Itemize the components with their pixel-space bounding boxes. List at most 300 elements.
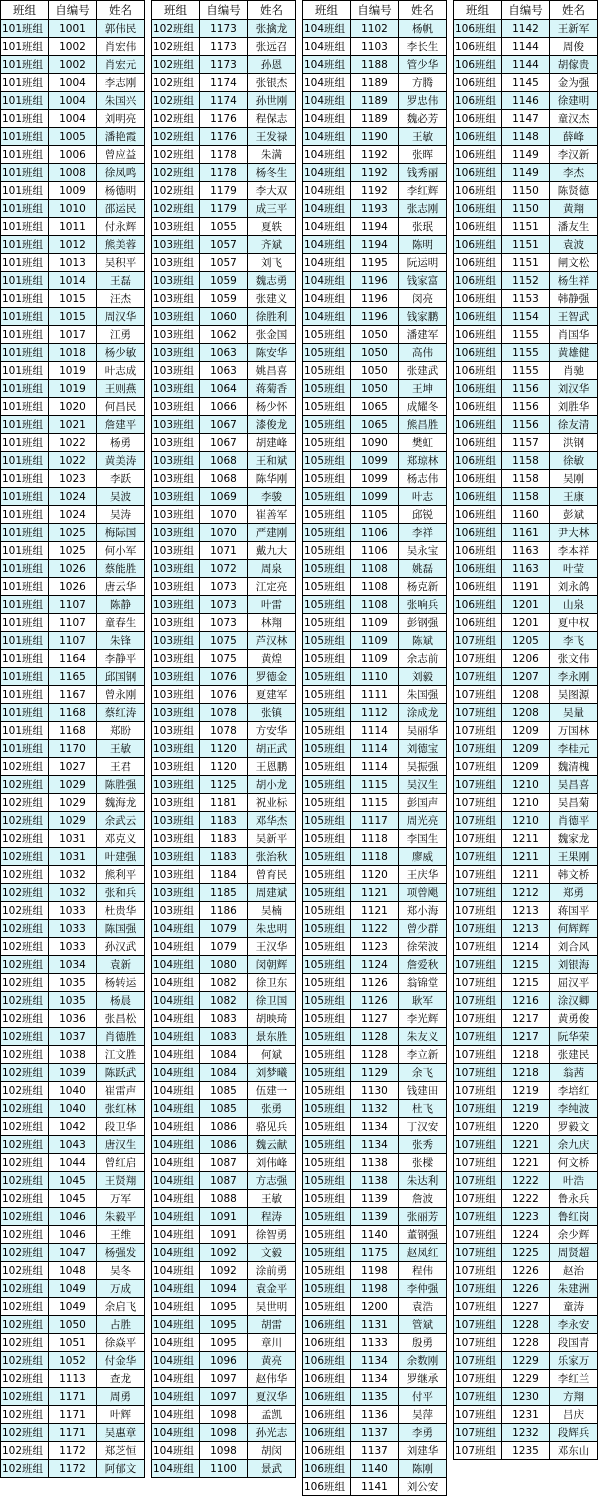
name-cell: 付金华 [97, 1352, 145, 1370]
table-row [1, 290, 145, 308]
name-cell: 王汉华 [248, 938, 296, 956]
name-cell: 李纯波 [550, 1100, 598, 1118]
group-cell: 103班组 [152, 668, 200, 686]
header-row [152, 1, 296, 20]
table-row [303, 1262, 447, 1280]
name-cell: 蒋菊香 [248, 380, 296, 398]
group-cell: 106班组 [454, 290, 502, 308]
id-cell: 1221 [502, 1154, 550, 1172]
name-cell: 钱家富 [399, 272, 447, 290]
group-cell: 101班组 [1, 740, 49, 758]
name-cell: 吴惠章 [97, 1424, 145, 1442]
id-cell: 1001 [49, 20, 97, 38]
name-cell: 袁波 [550, 236, 598, 254]
name-cell: 万军 [97, 1190, 145, 1208]
name-cell: 伍建一 [248, 1082, 296, 1100]
table-row [454, 488, 598, 506]
group-cell: 105班组 [303, 686, 351, 704]
name-cell: 李骏 [248, 488, 296, 506]
id-cell: 1099 [351, 488, 399, 506]
id-cell: 1106 [351, 542, 399, 560]
id-cell: 1035 [49, 974, 97, 992]
group-cell: 104班组 [152, 1226, 200, 1244]
group-cell: 101班组 [1, 308, 49, 326]
group-cell: 101班组 [1, 164, 49, 182]
name-cell: 徐凤鸣 [97, 164, 145, 182]
table-row [303, 1136, 447, 1154]
group-cell: 105班组 [303, 344, 351, 362]
id-cell: 1223 [502, 1208, 550, 1226]
name-cell: 董钢强 [399, 1226, 447, 1244]
group-cell: 105班组 [303, 722, 351, 740]
name-cell: 周勇 [97, 1388, 145, 1406]
id-cell: 1210 [502, 776, 550, 794]
name-cell: 余启飞 [97, 1298, 145, 1316]
name-cell: 徐智勇 [248, 1226, 296, 1244]
group-cell: 101班组 [1, 452, 49, 470]
group-cell: 104班组 [152, 1028, 200, 1046]
table-row [454, 1190, 598, 1208]
name-cell: 吴丽华 [399, 722, 447, 740]
name-cell: 朱友义 [399, 1028, 447, 1046]
id-cell: 1002 [49, 38, 97, 56]
name-cell: 吴涛 [97, 506, 145, 524]
table-row [152, 812, 296, 830]
id-cell: 1045 [49, 1172, 97, 1190]
table-row [454, 1442, 598, 1460]
id-cell: 1038 [49, 1046, 97, 1064]
group-cell: 104班组 [303, 272, 351, 290]
table-row [454, 290, 598, 308]
table-row [454, 632, 598, 650]
id-cell: 1083 [200, 1010, 248, 1028]
name-cell: 张勇 [248, 1100, 296, 1118]
id-cell: 1039 [49, 1064, 97, 1082]
group-cell: 102班组 [152, 146, 200, 164]
table-row [152, 830, 296, 848]
group-cell: 106班组 [454, 488, 502, 506]
name-cell: 张响兵 [399, 596, 447, 614]
group-cell: 101班组 [1, 488, 49, 506]
id-cell: 1080 [200, 956, 248, 974]
table-row [454, 1082, 598, 1100]
group-cell: 103班组 [152, 290, 200, 308]
id-cell: 1134 [351, 1136, 399, 1154]
id-cell: 1211 [502, 848, 550, 866]
name-cell: 江勇 [97, 326, 145, 344]
group-cell: 102班组 [1, 1442, 49, 1460]
table-row [454, 542, 598, 560]
id-cell: 1046 [49, 1208, 97, 1226]
id-cell: 1142 [502, 20, 550, 38]
group-cell: 107班组 [454, 1208, 502, 1226]
name-cell: 余武云 [97, 812, 145, 830]
group-cell: 102班组 [1, 1460, 49, 1478]
id-cell: 1168 [49, 722, 97, 740]
name-cell: 赵伟华 [248, 1370, 296, 1388]
id-cell: 1219 [502, 1082, 550, 1100]
name-cell: 万成 [97, 1280, 145, 1298]
name-cell: 童汉杰 [550, 110, 598, 128]
table-row [454, 722, 598, 740]
id-cell: 1171 [49, 1388, 97, 1406]
name-cell: 李红兰 [550, 1370, 598, 1388]
table-row [152, 650, 296, 668]
group-cell: 107班组 [454, 704, 502, 722]
table-row [1, 866, 145, 884]
id-cell: 1130 [351, 1082, 399, 1100]
group-cell: 107班组 [454, 1298, 502, 1316]
group-cell: 102班组 [1, 812, 49, 830]
name-cell: 朱建洲 [550, 1280, 598, 1298]
id-cell: 1049 [49, 1298, 97, 1316]
roster-table-2 [151, 0, 296, 1478]
table-row [152, 1334, 296, 1352]
id-cell: 1192 [351, 182, 399, 200]
id-cell: 1209 [502, 722, 550, 740]
table-row [152, 146, 296, 164]
group-cell: 104班组 [152, 920, 200, 938]
group-cell: 101班组 [1, 146, 49, 164]
name-cell: 骆见兵 [248, 1118, 296, 1136]
table-row [303, 110, 447, 128]
id-cell: 1133 [351, 1334, 399, 1352]
group-cell: 102班组 [1, 1424, 49, 1442]
name-cell: 陈华刚 [248, 470, 296, 488]
group-cell: 101班组 [1, 344, 49, 362]
group-cell: 105班组 [303, 1010, 351, 1028]
id-cell: 1220 [502, 1118, 550, 1136]
table-row [152, 722, 296, 740]
table-row [1, 974, 145, 992]
name-cell: 杨强发 [97, 1244, 145, 1262]
name-cell: 肖德平 [550, 812, 598, 830]
group-cell: 106班组 [454, 380, 502, 398]
table-row [303, 920, 447, 938]
name-cell: 余数刚 [399, 1352, 447, 1370]
id-cell: 1115 [351, 776, 399, 794]
group-cell: 101班组 [1, 398, 49, 416]
table-row [303, 1478, 447, 1496]
id-cell: 1185 [200, 884, 248, 902]
name-cell: 阿郁文 [97, 1460, 145, 1478]
table-row [152, 974, 296, 992]
id-cell: 1008 [49, 164, 97, 182]
table-row [454, 1064, 598, 1082]
roster-table-3 [302, 0, 447, 1496]
id-cell: 1174 [200, 74, 248, 92]
name-cell: 熊美蓉 [97, 236, 145, 254]
group-cell: 102班组 [1, 1028, 49, 1046]
id-cell: 1115 [351, 794, 399, 812]
table-row [454, 866, 598, 884]
group-cell: 105班组 [303, 866, 351, 884]
id-cell: 1155 [502, 362, 550, 380]
table-row [1, 1064, 145, 1082]
id-cell: 1015 [49, 308, 97, 326]
table-row [1, 812, 145, 830]
group-cell: 105班组 [303, 1172, 351, 1190]
table-row [1, 686, 145, 704]
table-row [303, 614, 447, 632]
name-cell: 刘伟峰 [248, 1154, 296, 1172]
name-cell: 杨晨 [97, 992, 145, 1010]
id-cell: 1121 [351, 902, 399, 920]
group-cell: 103班组 [152, 524, 200, 542]
name-cell: 王敏 [399, 128, 447, 146]
id-cell: 1091 [200, 1208, 248, 1226]
name-cell: 曾应益 [97, 146, 145, 164]
id-cell: 1045 [49, 1190, 97, 1208]
table-row [303, 164, 447, 182]
group-cell: 101班组 [1, 38, 49, 56]
id-cell: 1155 [502, 344, 550, 362]
name-cell: 罗毅文 [550, 1118, 598, 1136]
id-cell: 1189 [351, 110, 399, 128]
name-cell: 李勇 [399, 1424, 447, 1442]
name-cell: 孟凯 [248, 1406, 296, 1424]
name-cell: 山泉 [550, 596, 598, 614]
table-row [303, 722, 447, 740]
group-cell: 106班组 [454, 578, 502, 596]
id-cell: 1118 [351, 848, 399, 866]
group-cell: 105班组 [303, 704, 351, 722]
table-row [454, 452, 598, 470]
table-row [1, 164, 145, 182]
table-row [454, 1388, 598, 1406]
name-cell: 王维 [97, 1226, 145, 1244]
table-row [454, 1244, 598, 1262]
group-cell: 105班组 [303, 1082, 351, 1100]
table-row [454, 704, 598, 722]
id-cell: 1091 [200, 1226, 248, 1244]
id-cell: 1134 [351, 1118, 399, 1136]
id-header: 自编号 [49, 1, 97, 20]
group-cell: 103班组 [152, 434, 200, 452]
table-row [303, 1100, 447, 1118]
name-cell: 孙光志 [248, 1424, 296, 1442]
group-cell: 103班组 [152, 740, 200, 758]
name-cell: 黄雄健 [550, 344, 598, 362]
id-cell: 1160 [502, 506, 550, 524]
group-cell: 104班组 [303, 20, 351, 38]
group-cell: 105班组 [303, 992, 351, 1010]
group-cell: 102班组 [1, 956, 49, 974]
name-cell: 涂汉卿 [550, 992, 598, 1010]
table-row [1, 488, 145, 506]
name-cell: 翁锦堂 [399, 974, 447, 992]
id-cell: 1122 [351, 920, 399, 938]
table-row [303, 866, 447, 884]
group-cell: 107班组 [454, 1442, 502, 1460]
name-cell: 张治秋 [248, 848, 296, 866]
id-cell: 1004 [49, 92, 97, 110]
group-cell: 104班组 [152, 938, 200, 956]
group-cell: 105班组 [303, 1136, 351, 1154]
name-cell: 胡小龙 [248, 776, 296, 794]
name-cell: 魏志勇 [248, 272, 296, 290]
id-cell: 1055 [200, 218, 248, 236]
table-row [152, 1064, 296, 1082]
group-cell: 104班组 [152, 992, 200, 1010]
name-cell: 叶辉 [97, 1406, 145, 1424]
table-row [152, 866, 296, 884]
group-cell: 107班组 [454, 1352, 502, 1370]
group-cell: 104班组 [303, 56, 351, 74]
table-row [303, 704, 447, 722]
name-cell: 袁金平 [248, 1280, 296, 1298]
table-row [303, 1208, 447, 1226]
name-cell: 刘毅 [399, 668, 447, 686]
group-cell: 106班组 [303, 1316, 351, 1334]
table-row [303, 74, 447, 92]
group-header: 班组 [1, 1, 49, 20]
group-cell: 102班组 [152, 56, 200, 74]
table-row [454, 344, 598, 362]
id-cell: 1103 [351, 38, 399, 56]
table-row [1, 794, 145, 812]
name-cell: 吴冬 [97, 1262, 145, 1280]
id-cell: 1156 [502, 380, 550, 398]
id-cell: 1064 [200, 380, 248, 398]
group-cell: 106班组 [454, 452, 502, 470]
group-cell: 106班组 [454, 236, 502, 254]
name-cell: 梅际国 [97, 524, 145, 542]
table-row [303, 1352, 447, 1370]
name-cell: 郑勇 [550, 884, 598, 902]
table-row [303, 632, 447, 650]
table-row [1, 1370, 145, 1388]
group-cell: 106班组 [303, 1424, 351, 1442]
id-cell: 1167 [49, 686, 97, 704]
group-cell: 104班组 [152, 1136, 200, 1154]
group-cell: 103班组 [152, 812, 200, 830]
table-row [454, 560, 598, 578]
group-cell: 106班组 [454, 182, 502, 200]
group-cell: 103班组 [152, 380, 200, 398]
table-row [1, 1082, 145, 1100]
table-row [152, 38, 296, 56]
table-row [152, 1352, 296, 1370]
group-cell: 105班组 [303, 524, 351, 542]
id-cell: 1128 [351, 1028, 399, 1046]
group-cell: 103班组 [152, 902, 200, 920]
table-row [152, 758, 296, 776]
group-cell: 104班组 [152, 1424, 200, 1442]
name-cell: 魏云献 [248, 1136, 296, 1154]
table-row [152, 1028, 296, 1046]
table-row [152, 1082, 296, 1100]
name-cell: 熊昌胜 [399, 416, 447, 434]
table-row [454, 650, 598, 668]
name-cell: 罗继承 [399, 1370, 447, 1388]
group-cell: 105班组 [303, 848, 351, 866]
name-cell: 李立新 [399, 1046, 447, 1064]
id-cell: 1095 [200, 1298, 248, 1316]
group-cell: 102班组 [1, 848, 49, 866]
id-cell: 1021 [49, 416, 97, 434]
table-row [303, 128, 447, 146]
table-row [454, 182, 598, 200]
table-row [303, 92, 447, 110]
id-cell: 1066 [200, 398, 248, 416]
id-cell: 1037 [49, 1028, 97, 1046]
name-cell: 孙恩 [248, 56, 296, 74]
id-header: 自编号 [502, 1, 550, 20]
id-cell: 1029 [49, 812, 97, 830]
id-cell: 1082 [200, 974, 248, 992]
group-cell: 107班组 [454, 1046, 502, 1064]
group-cell: 101班组 [1, 560, 49, 578]
name-cell: 管斌 [399, 1316, 447, 1334]
id-cell: 1027 [49, 758, 97, 776]
group-cell: 101班组 [1, 110, 49, 128]
name-cell: 张建武 [399, 362, 447, 380]
id-cell: 1092 [200, 1262, 248, 1280]
group-cell: 102班组 [1, 974, 49, 992]
name-cell: 杨勇 [97, 434, 145, 452]
id-cell: 1097 [200, 1370, 248, 1388]
id-cell: 1031 [49, 848, 97, 866]
group-cell: 107班组 [454, 1136, 502, 1154]
group-cell: 101班组 [1, 632, 49, 650]
group-cell: 107班组 [454, 668, 502, 686]
table-row [454, 506, 598, 524]
group-cell: 105班组 [303, 938, 351, 956]
id-cell: 1099 [351, 452, 399, 470]
id-cell: 1113 [49, 1370, 97, 1388]
group-cell: 104班组 [152, 1244, 200, 1262]
name-cell: 吴世明 [248, 1298, 296, 1316]
id-cell: 1192 [351, 146, 399, 164]
id-cell: 1075 [200, 650, 248, 668]
id-cell: 1196 [351, 308, 399, 326]
id-cell: 1139 [351, 1208, 399, 1226]
id-cell: 1157 [502, 434, 550, 452]
name-cell: 陈斌 [399, 632, 447, 650]
table-row [454, 974, 598, 992]
table-row [454, 992, 598, 1010]
name-cell: 李红辉 [399, 182, 447, 200]
id-cell: 1140 [351, 1460, 399, 1478]
id-cell: 1022 [49, 434, 97, 452]
group-cell: 104班组 [303, 164, 351, 182]
name-cell: 朱达利 [399, 1172, 447, 1190]
id-cell: 1098 [200, 1442, 248, 1460]
table-row [152, 560, 296, 578]
table-row [303, 434, 447, 452]
group-cell: 104班组 [152, 1190, 200, 1208]
group-cell: 107班组 [454, 1370, 502, 1388]
group-cell: 101班组 [1, 74, 49, 92]
name-cell: 刘汉华 [550, 380, 598, 398]
roster-table-1 [0, 0, 145, 1478]
group-cell: 105班组 [303, 470, 351, 488]
name-cell: 金为强 [550, 74, 598, 92]
table-row [303, 902, 447, 920]
table-row [454, 38, 598, 56]
table-row [303, 830, 447, 848]
table-row [303, 686, 447, 704]
group-cell: 102班组 [1, 1334, 49, 1352]
table-row [152, 1262, 296, 1280]
id-cell: 1105 [351, 506, 399, 524]
group-cell: 107班组 [454, 1118, 502, 1136]
group-cell: 105班组 [303, 506, 351, 524]
table-row [303, 758, 447, 776]
id-cell: 1120 [200, 758, 248, 776]
group-cell: 106班组 [303, 1388, 351, 1406]
